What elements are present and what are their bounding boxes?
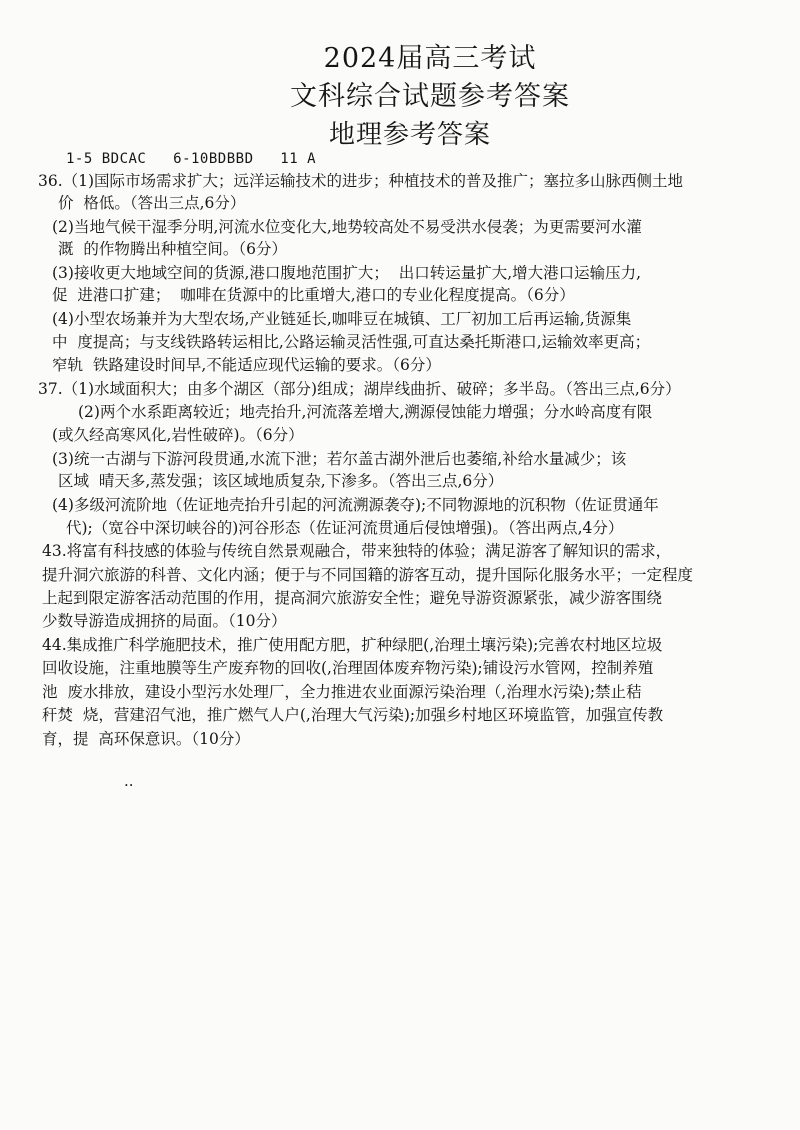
answer-line: 少数导游造成拥挤的局面。（10分） [42, 612, 287, 630]
answer-line: 上起到限定游客活动范围的作用，提高洞穴旅游安全性；避免导游资源紧张，减少游客围绕 [42, 589, 663, 607]
answer-line: 提升洞穴旅游的科普、文化内涵；便于与不同国籍的游客互动，提升国际化服务水平；一定程度 [42, 566, 694, 584]
title-block [0, 40, 800, 154]
answer-line: 育，提 高环保意识。（10分） [42, 730, 250, 748]
exam-subtitle: 文科综合试题参考答案 [290, 81, 570, 112]
answer-line: 秆焚 烧，营建沼气池，推广燃气人户(,治理大气污染);加强乡村地区环境监管，加强宣传教 [42, 706, 664, 724]
answer-line: 促 进港口扩建； 咖啡在货源中的比重增大,港口的专业化程度提高。（6分） [52, 286, 575, 304]
answer-line: 区域 晴天多,蒸发强；该区域地质复杂,下渗多。（答出三点,6分） [58, 472, 504, 490]
answer-line: 回收设施，注重地膜等生产废弃物的回收(,治理固体废弃物污染);铺设污水管网，控制养殖 [42, 659, 654, 677]
answer-line: 43.将富有科技感的体验与传统自然景观融合，带来独特的体验；满足游客了解知识的需求， [42, 542, 672, 560]
answer-line: 溉 的作物腾出种植空间。（6分） [58, 240, 287, 258]
answer-line: (或久经高寒风化,岩性破碎)。（6分） [52, 426, 304, 444]
answer-line: 窄轨 铁路建设时间早,不能适应现代运输的要求。（6分） [52, 356, 441, 374]
answer-line: (4)多级河流阶地（佐证地壳抬升引起的河流溯源袭夺);不同物源地的沉积物（佐证贯通年 [52, 496, 659, 514]
answer-line: (2)当地气候干湿季分明,河流水位变化大,地势较高处不易受洪水侵袭；为更需要河水灌 [52, 218, 642, 236]
answer-line: 37.（1)水域面积大；由多个湖区（部分)组成；湖岸线曲折、破碎；多半岛。（答出三点,6分） [38, 380, 681, 398]
answer-line: 36.（1)国际市场需求扩大；远洋运输技术的进步；种植技术的普及推广；塞拉多山脉西侧土地 [38, 172, 684, 190]
answer-line: 价 格低。（答出三点,6分） [58, 194, 246, 212]
answer-line: (3)统一古湖与下游河段贯通,水流下泄；若尔盖古湖外泄后也萎缩,补给水量减少；该 [52, 450, 627, 468]
section-title: 地理参考答案 [328, 120, 491, 150]
answer-line: 代);（宽谷中深切峡谷的)河谷形态（佐证河流贯通后侵蚀增强)。（答出两点,4分） [66, 519, 624, 537]
answer-line: (2)两个水系距离较近；地壳抬升,河流落差增大,溯源侵蚀能力增强；分水岭高度有限 [78, 403, 653, 421]
answer-line: 44.集成推广科学施肥技术，推广使用配方肥，扩种绿肥(,治理土壤污染);完善农村地区垃圾 [42, 636, 663, 654]
answer-line: 中 度提高；与支线铁路转运相比,公路运输灵活性强,可直达桑托斯港口,运输效率更高； [52, 333, 651, 351]
answer-line: 池 废水排放，建设小型污水处理厂，全力推进农业面源污染治理（,治理水污染);禁止秸 [42, 683, 642, 701]
answer-line: (4)小型农场兼并为大型农场,产业链延长,咖啡豆在城镇、工厂初加工后再运输,货源集 [52, 310, 632, 328]
exam-title: 2024届高三考试 [323, 43, 537, 74]
answer-line: (3)接收更大地域空间的货源,港口腹地范围扩大； 出口转运量扩大,增大港口运输压力, [52, 264, 642, 282]
multiple-choice-answers: 1-5 BDCAC 6-10BDBBD 11 A [66, 151, 317, 167]
stray-mark: ·· [124, 776, 134, 794]
